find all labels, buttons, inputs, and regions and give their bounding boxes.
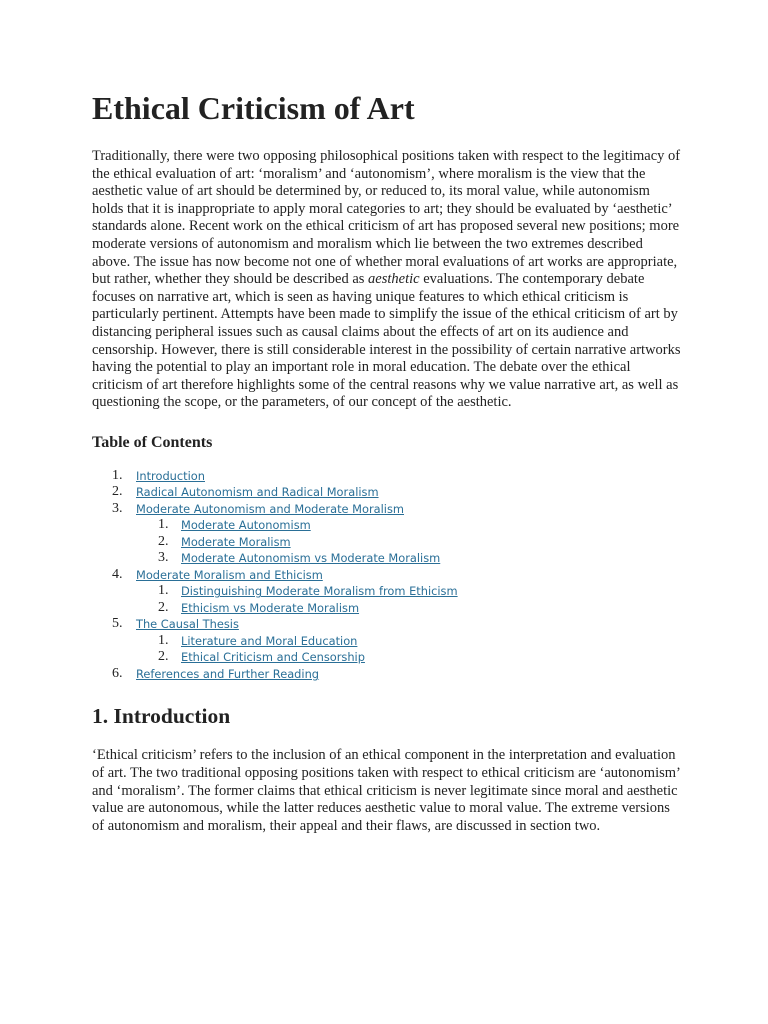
toc-link[interactable]: Introduction xyxy=(136,468,205,483)
toc-link[interactable]: Moderate Autonomism and Moderate Moralism xyxy=(136,501,405,516)
toc-sublink[interactable]: Moderate Moralism xyxy=(181,534,291,549)
toc-item-number: 3. xyxy=(112,500,123,516)
toc-item xyxy=(92,484,684,501)
toc-subitem xyxy=(136,517,684,534)
toc-subitem-number: 1. xyxy=(158,517,169,533)
toc-item-number: 5. xyxy=(112,616,123,632)
toc-sublist xyxy=(136,583,684,616)
toc-sublink[interactable]: Distinguishing Moderate Moralism from Ethicism xyxy=(181,584,458,599)
toc-sublink[interactable]: Ethical Criticism and Censorship xyxy=(181,650,365,665)
toc-subitem-number: 2. xyxy=(158,599,169,615)
toc-subitem-number: 2. xyxy=(158,649,169,665)
toc-sublink[interactable]: Moderate Autonomism vs Moderate Moralism xyxy=(181,551,441,566)
toc-item-number: 2. xyxy=(112,484,123,500)
toc-sublink[interactable]: Ethicism vs Moderate Moralism xyxy=(181,600,360,615)
page-title: Ethical Criticism of Art xyxy=(92,90,415,126)
toc-sublist xyxy=(136,517,684,567)
toc-subitem-number: 1. xyxy=(158,583,169,599)
toc-item xyxy=(92,616,684,666)
section-heading: 1. Introduction xyxy=(92,704,231,729)
toc-link[interactable]: Radical Autonomism and Radical Moralism xyxy=(136,485,379,500)
intro-text-part2: evaluations. The contemporary debate focuses on narrative art, which is seen as having unique features to which ethical criticism is particularly pertinent. Attempts have been made to simplify the issue of the ethical criticism of art by distancing peripheral issues such as causal claims about the effects of art on its audience and censorship. However, there is still considerable interest in the possibility of certain narrative artworks having the potential to play an important role in moral education. The debate over the ethical criticism of art therefore highlights some of the central reasons why we value narrative art, as well as questioning the scope, or the parameters, of our concept of the aesthetic. xyxy=(92,271,681,411)
toc-link[interactable]: The Causal Thesis xyxy=(136,617,239,632)
toc-subitem xyxy=(136,649,684,666)
toc-heading: Table of Contents xyxy=(92,433,213,451)
toc-subitem xyxy=(136,534,684,551)
toc-subitem-number: 2. xyxy=(158,533,169,549)
toc-subitem xyxy=(136,550,684,567)
toc-item-number: 1. xyxy=(112,467,123,483)
intro-paragraph xyxy=(92,148,684,412)
toc-item xyxy=(92,666,684,683)
toc-sublink[interactable]: Literature and Moral Education xyxy=(181,633,358,648)
intro-text-part1: Traditionally, there were two opposing philosophical positions taken with respect to the legitimacy of the ethical evaluation of art: ‘moralism’ and ‘autonomism’, where moralism is the view that the aesthetic value of art should be determined by, or reduced to, its moral value, while autonomism holds that it is inappropriate to apply moral categories to art; they should be evaluated by ‘aesthetic’ standards alone. Recent work on the ethical criticism of art has proposed several new positions; more moderate versions of autonomism and moralism which lie between the two extremes described above. The issue has now become not one of whether moral evaluations of art works are appropriate, but rather, whether they should be described as xyxy=(92,148,681,288)
section-paragraph: ‘Ethical criticism’ refers to the inclusion of an ethical component in the interpretation and evaluation of art. The two traditional opposing positions taken with respect to ethical criticism are ‘autonomism’ and ‘moralism’. The former claims that ethical criticism is never legitimate since moral and aesthetic value are autonomous, while the latter reduces aesthetic value to moral value. The extreme versions of autonomism and moralism, their appeal and their flaws, are discussed in section two. xyxy=(92,747,680,834)
toc-item xyxy=(92,468,684,485)
toc-sublink[interactable]: Moderate Autonomism xyxy=(181,518,311,533)
toc-item-number: 6. xyxy=(112,665,123,681)
toc-item-number: 4. xyxy=(112,566,123,582)
toc-subitem xyxy=(136,600,684,617)
toc-sublist xyxy=(136,633,684,666)
toc-link[interactable]: References and Further Reading xyxy=(136,666,320,681)
toc-item xyxy=(92,501,684,567)
toc-item xyxy=(92,567,684,617)
toc-link[interactable]: Moderate Moralism and Ethicism xyxy=(136,567,323,582)
table-of-contents xyxy=(92,468,684,683)
toc-subitem-number: 3. xyxy=(158,550,169,566)
toc-subitem xyxy=(136,583,684,600)
toc-subitem xyxy=(136,633,684,650)
toc-subitem-number: 1. xyxy=(158,632,169,648)
intro-emphasis: aesthetic xyxy=(368,271,420,288)
